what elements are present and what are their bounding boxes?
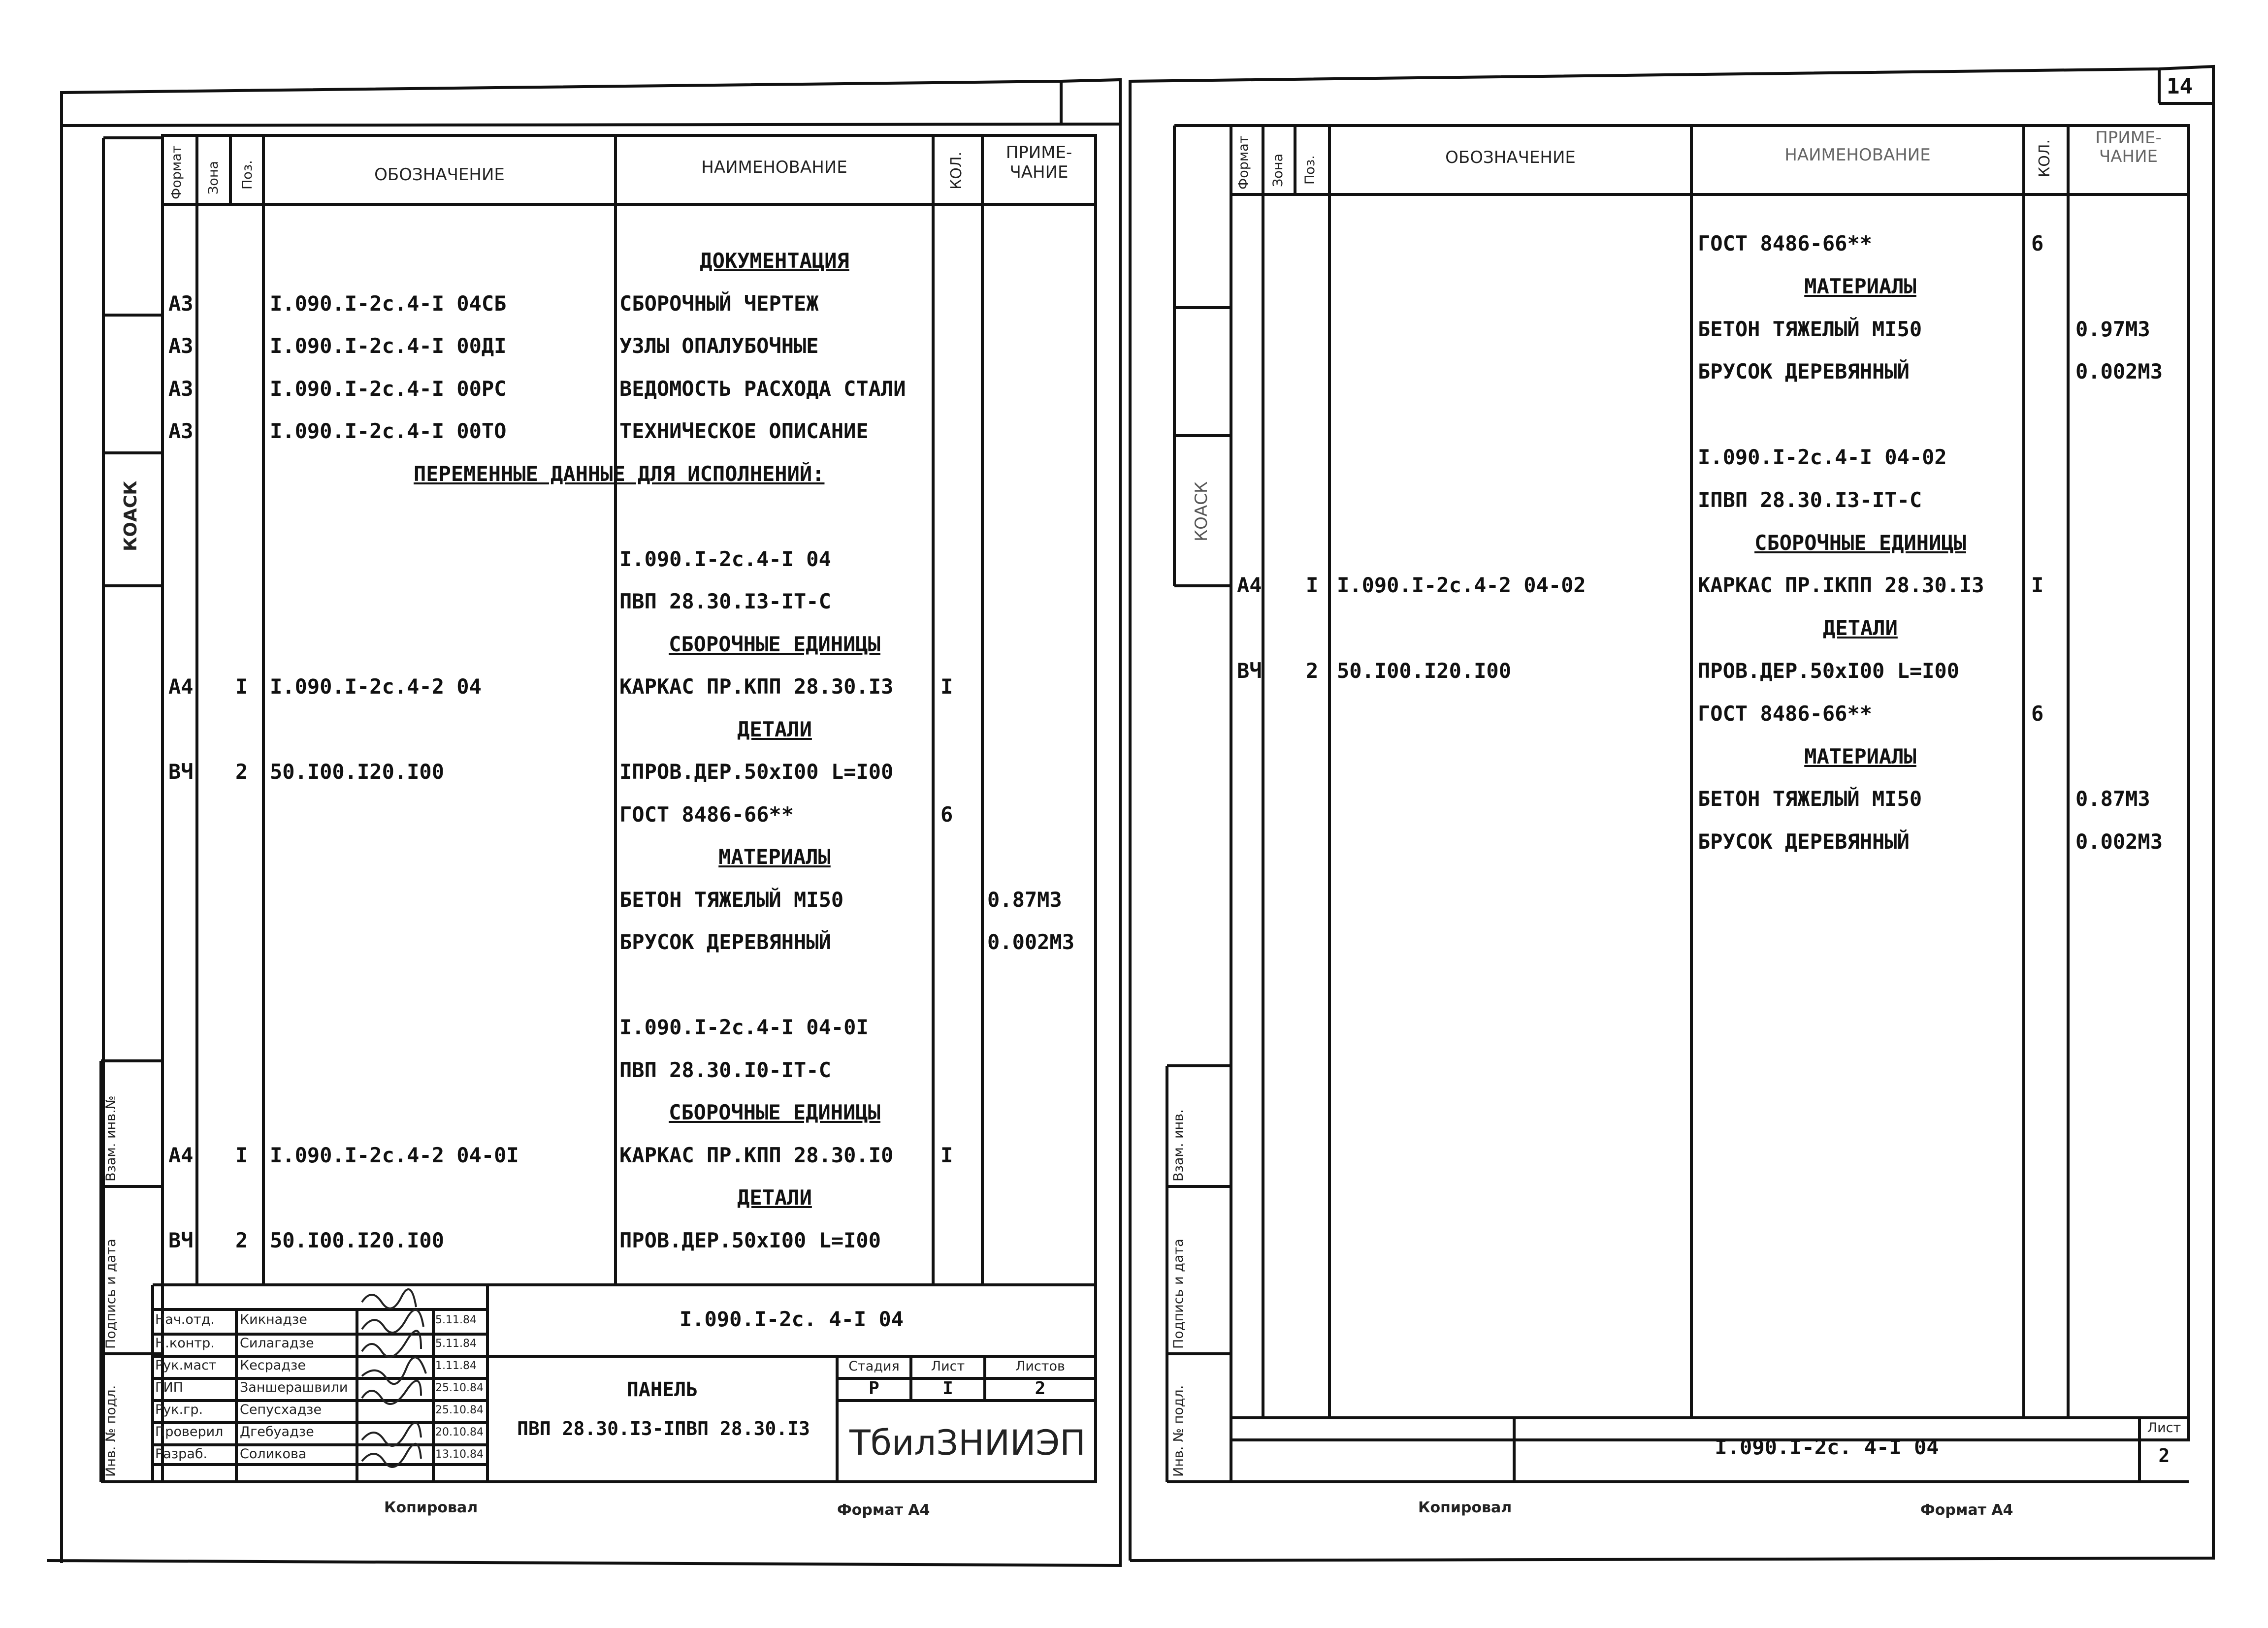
left-row-designation: 50.I00.I20.I00 [270, 760, 445, 784]
right-row-quantity: 6 [2031, 231, 2044, 255]
right-header-qty: КОЛ. [2036, 139, 2053, 177]
right-stamp-sheet: 2 [2158, 1445, 2170, 1467]
right-header-name: НАИМЕНОВАНИЕ [1784, 145, 1931, 165]
left-row-format: А3 [168, 377, 194, 401]
stamp-date: 5.11.84 [435, 1314, 477, 1326]
left-row-position: 2 [235, 1228, 248, 1252]
stamp-date: 25.10.84 [435, 1404, 484, 1416]
stamp-role: Рук.маст [155, 1358, 217, 1373]
stamp-name: Кесрадзе [240, 1358, 306, 1373]
left-header-pos: Поз. [240, 160, 255, 190]
left-header-note-1: ПРИМЕ- [1005, 143, 1072, 162]
left-side-stamp-inv: Инв. № подл. [103, 1385, 119, 1477]
left-row-quantity: I [940, 674, 953, 699]
left-row-format: ВЧ [168, 760, 194, 784]
left-side-stamp-sign: Подпись и дата [103, 1239, 119, 1349]
right-row-note: 0.002М3 [2075, 830, 2163, 854]
left-header-qty: КОЛ. [948, 151, 965, 190]
right-format-label: Формат А4 [1920, 1501, 2013, 1519]
left-row-format: А3 [168, 419, 194, 443]
left-row-name: ПРОВ.ДЕР.50хI00 L=I00 [619, 1228, 881, 1252]
right-row-name: МАТЕРИАЛЫ [1804, 744, 1916, 768]
stamp-name: Соликова [240, 1446, 307, 1462]
right-row-name: БЕТОН ТЯЖЕЛЫЙ МI50 [1698, 317, 1922, 341]
right-header-zone: Зона [1270, 153, 1286, 187]
left-row-format: А3 [168, 291, 194, 316]
right-row-designation: 50.I00.I20.I00 [1337, 659, 1512, 683]
stamp-name: Дгебуадзе [240, 1424, 314, 1439]
left-row-note: 0.87М3 [987, 888, 1062, 912]
left-row-name: КАРКАС ПР.КПП 28.30.I0 [619, 1143, 894, 1167]
left-row-name: ПВП 28.30.I0-IТ-С [619, 1058, 831, 1082]
stamp-role: Нач.отд. [155, 1312, 215, 1327]
left-row-name: ДОКУМЕНТАЦИЯ [700, 249, 849, 273]
left-row-name: ГОСТ 8486-66** [619, 802, 794, 827]
stamp-date: 5.11.84 [435, 1338, 477, 1350]
left-row-name: ТЕХНИЧЕСКОЕ ОПИСАНИЕ [619, 419, 869, 443]
right-row-name: IПВП 28.30.I3-IТ-С [1698, 488, 1922, 512]
left-side-label: КОАСК [121, 480, 141, 551]
left-row-designation: I.090.I-2с.4-I 00ТО [270, 419, 507, 443]
left-row-name: КАРКАС ПР.КПП 28.30.I3 [619, 674, 894, 699]
left-header-designation: ОБОЗНАЧЕНИЕ [374, 165, 505, 185]
right-row-quantity: 6 [2031, 702, 2044, 726]
page-number: 14 [2167, 74, 2193, 99]
left-row-designation: 50.I00.I20.I00 [270, 1228, 445, 1252]
left-row-name: I.090.I-2с.4-I 04-0I [619, 1015, 869, 1039]
right-copied-label: Копировал [1418, 1499, 1512, 1516]
left-row-format: ВЧ [168, 1228, 194, 1252]
stamp-date: 20.10.84 [435, 1426, 484, 1438]
left-stamp-title-2: ПВП 28.30.I3-IПВП 28.30.I3 [517, 1418, 810, 1439]
right-row-name: КАРКАС ПР.IКПП 28.30.I3 [1698, 573, 1984, 597]
left-row-designation: I.090.I-2с.4-I 00ДI [270, 334, 507, 358]
left-stamp-sheet-header: Лист [931, 1359, 965, 1374]
left-header-format: Формат [169, 145, 184, 199]
right-side-stamp-sign: Подпись и дата [1171, 1239, 1186, 1349]
left-row-name: БЕТОН ТЯЖЕЛЫЙ МI50 [619, 888, 844, 912]
left-row-name: УЗЛЫ ОПАЛУБОЧНЫЕ [619, 334, 819, 358]
stamp-name: Силагадзе [240, 1336, 314, 1351]
left-row-designation: I.090.I-2с.4-I 04СБ [270, 291, 507, 316]
right-row-name: БРУСОК ДЕРЕВЯННЫЙ [1698, 830, 1910, 854]
right-row-format: ВЧ [1237, 659, 1262, 683]
right-row-name: БЕТОН ТЯЖЕЛЫЙ МI50 [1698, 787, 1922, 811]
stamp-name: Сепусхадзе [240, 1402, 322, 1417]
stamp-role: Н.контр. [155, 1336, 215, 1351]
right-row-position: I [1306, 573, 1319, 597]
right-row-name: ГОСТ 8486-66** [1698, 702, 1873, 726]
left-row-section-heading: ПЕРЕМЕННЫЕ ДАННЫЕ ДЛЯ ИСПОЛНЕНИЙ: [414, 462, 825, 486]
left-row-quantity: I [940, 1143, 953, 1167]
right-stamp-sheet-header: Лист [2147, 1420, 2181, 1436]
stamp-role: Проверил [155, 1424, 224, 1439]
left-row-format: А3 [168, 334, 194, 358]
left-row-format: А4 [168, 674, 194, 699]
stamp-date: 13.10.84 [435, 1448, 484, 1461]
right-row-note: 0.87М3 [2075, 787, 2150, 811]
stamp-name: Заншерашвили [240, 1380, 348, 1395]
stamp-role: ГИП [155, 1380, 183, 1395]
left-stamp-sheets-header: Листов [1015, 1359, 1065, 1374]
left-row-name: СБОРОЧНЫЕ ЕДИНИЦЫ [669, 1100, 880, 1124]
left-stamp-doc-code: I.090.I-2с. 4-I 04 [679, 1307, 904, 1331]
left-side-stamp-replace: Взам. инв.№ [103, 1095, 119, 1181]
right-row-name: МАТЕРИАЛЫ [1804, 274, 1916, 298]
stamp-role: Разраб. [155, 1446, 208, 1462]
left-row-quantity: 6 [940, 802, 953, 827]
left-row-designation: I.090.I-2с.4-2 04 [270, 674, 482, 699]
right-header-format: Формат [1236, 135, 1251, 190]
left-stamp-sheets: 2 [1035, 1378, 1046, 1399]
stamp-date: 1.11.84 [435, 1360, 477, 1372]
right-header-pos: Поз. [1302, 155, 1318, 185]
left-header-note-2: ЧАНИЕ [1009, 162, 1069, 182]
stamp-name: Кикнадзе [240, 1312, 307, 1327]
left-row-position: I [235, 674, 248, 699]
left-row-designation: I.090.I-2с.4-2 04-0I [270, 1143, 519, 1167]
left-row-name: ДЕТАЛИ [737, 1185, 812, 1210]
left-row-note: 0.002М3 [987, 930, 1075, 954]
stamp-role: Рук.гр. [155, 1402, 203, 1417]
left-row-name: I.090.I-2с.4-I 04 [619, 547, 831, 571]
right-row-position: 2 [1306, 659, 1319, 683]
left-copied-label: Копировал [384, 1499, 478, 1516]
left-stamp-sheet: I [942, 1378, 953, 1399]
left-stamp-stage: Р [869, 1378, 879, 1399]
left-row-position: 2 [235, 760, 248, 784]
right-row-name: ПРОВ.ДЕР.50хI00 L=I00 [1698, 659, 1960, 683]
right-stamp-doc-code: I.090.I-2с. 4-I 04 [1715, 1435, 1939, 1459]
left-row-name: СБОРОЧНЫЕ ЕДИНИЦЫ [669, 632, 880, 656]
right-row-name: СБОРОЧНЫЕ ЕДИНИЦЫ [1754, 531, 1966, 555]
left-row-name: СБОРОЧНЫЙ ЧЕРТЕЖ [619, 291, 819, 316]
left-row-designation: I.090.I-2с.4-I 00РС [270, 377, 507, 401]
right-row-note: 0.002М3 [2075, 359, 2163, 383]
right-header-designation: ОБОЗНАЧЕНИЕ [1445, 148, 1576, 167]
left-row-name: ПВП 28.30.I3-IТ-С [619, 589, 831, 613]
left-row-name: IПРОВ.ДЕР.50хI00 L=I00 [619, 760, 894, 784]
right-side-label: КОАСК [1192, 481, 1211, 542]
left-row-name: ДЕТАЛИ [737, 717, 812, 741]
left-row-name: МАТЕРИАЛЫ [718, 845, 831, 869]
right-row-name: ГОСТ 8486-66** [1698, 231, 1873, 255]
left-header-zone: Зона [206, 160, 221, 194]
right-side-stamp-inv: Инв. № подл. [1171, 1385, 1186, 1477]
left-stamp-stage-header: Стадия [848, 1359, 900, 1374]
right-row-name: ДЕТАЛИ [1823, 616, 1898, 640]
right-header-note-2: ЧАНИЕ [2099, 147, 2158, 166]
right-row-designation: I.090.I-2с.4-2 04-02 [1337, 573, 1586, 597]
left-row-position: I [235, 1143, 248, 1167]
left-row-name: БРУСОК ДЕРЕВЯННЫЙ [619, 930, 831, 954]
right-row-note: 0.97М3 [2075, 317, 2150, 341]
left-header-name: НАИМЕНОВАНИЕ [701, 158, 847, 177]
left-row-name: ВЕДОМОСТЬ РАСХОДА СТАЛИ [619, 377, 906, 401]
right-row-name: I.090.I-2с.4-I 04-02 [1698, 445, 1947, 469]
left-stamp-title-1: ПАНЕЛЬ [626, 1378, 698, 1401]
stamp-date: 25.10.84 [435, 1382, 484, 1394]
right-row-format: А4 [1237, 573, 1262, 597]
right-side-stamp-replace: Взам. инв. [1171, 1109, 1186, 1181]
right-header-note-1: ПРИМЕ- [2095, 128, 2162, 148]
left-stamp-organization: ТбилЗНИИЭП [849, 1423, 1086, 1463]
right-row-name: БРУСОК ДЕРЕВЯННЫЙ [1698, 359, 1910, 383]
left-format-label: Формат А4 [837, 1501, 930, 1519]
right-row-quantity: I [2031, 573, 2044, 597]
left-row-format: А4 [168, 1143, 194, 1167]
